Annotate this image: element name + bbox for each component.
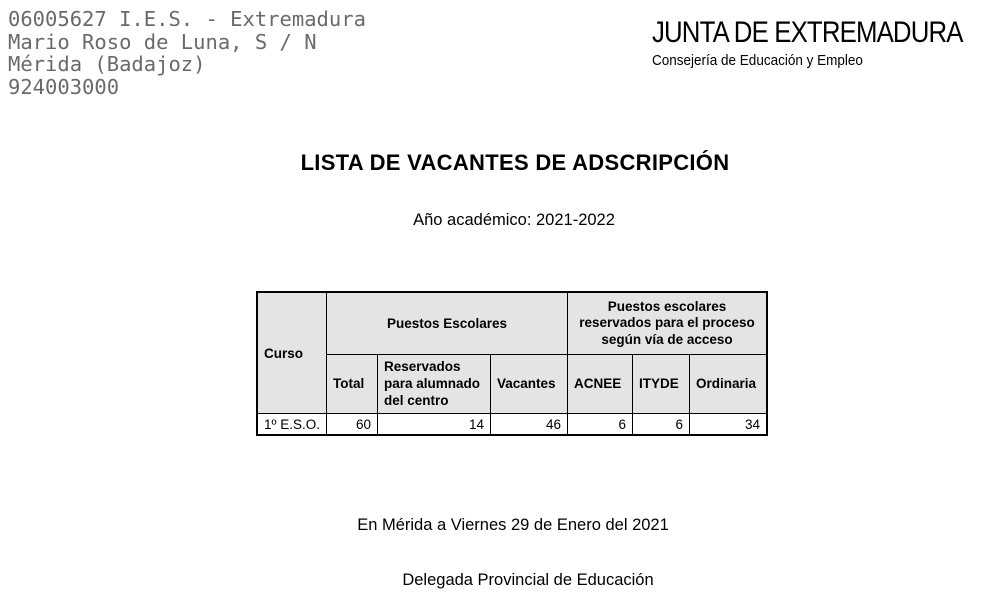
school-city: Mérida (Badajoz) [8,52,206,76]
cell-total: 60 [327,414,378,436]
header-line: Reservados [384,359,461,375]
cell-ordinaria: 34 [690,414,768,436]
junta-logo [652,16,1001,70]
cell-acnee: 6 [568,414,633,436]
footer-date: En Mérida a Viernes 29 de Enero del 2021 [357,516,669,534]
header-acnee: ACNEE [568,354,633,414]
logo-title: JUNTA DE EXTREMADURA [652,16,963,49]
header-line: Puestos escolares [607,298,727,314]
header-puestos-escolares: Puestos Escolares [327,292,568,354]
cell-curso: 1º E.S.O. [257,414,327,436]
header-vacantes: Vacantes [491,354,568,414]
cell-reservados: 14 [378,414,491,436]
cell-vacantes: 46 [491,414,568,436]
header-line: según vía de acceso [601,331,733,347]
vacancies-table [256,291,768,436]
page-title: LISTA DE VACANTES DE ADSCRIPCIÓN [300,150,730,175]
header-ityde: ITYDE [633,354,690,414]
header-line: para alumnado [384,376,481,392]
school-phone: 924003000 [8,74,120,99]
footer-signature: Delegada Provincial de Educación [402,571,654,589]
school-header [8,8,366,98]
header-line: reservados para el proceso [579,315,755,330]
logo-subtitle: Consejería de Educación y Empleo [652,52,863,69]
header-ordinaria: Ordinaria [690,354,768,414]
header-line: del centro [384,393,449,409]
header-total: Total [327,354,378,414]
header-reservados-centro [378,354,491,414]
table-row [257,414,767,436]
academic-year: Año académico: 2021-2022 [413,211,615,229]
table-header-row-2 [257,354,767,414]
cell-ityde: 6 [633,414,690,436]
header-puestos-reservados-proceso [568,292,768,354]
school-address: Mario Roso de Luna, S / N [8,29,317,54]
school-code-name: 06005627 I.E.S. - Extremadura [8,7,366,31]
table-header-row-1 [257,292,767,354]
header-curso: Curso [257,292,327,414]
